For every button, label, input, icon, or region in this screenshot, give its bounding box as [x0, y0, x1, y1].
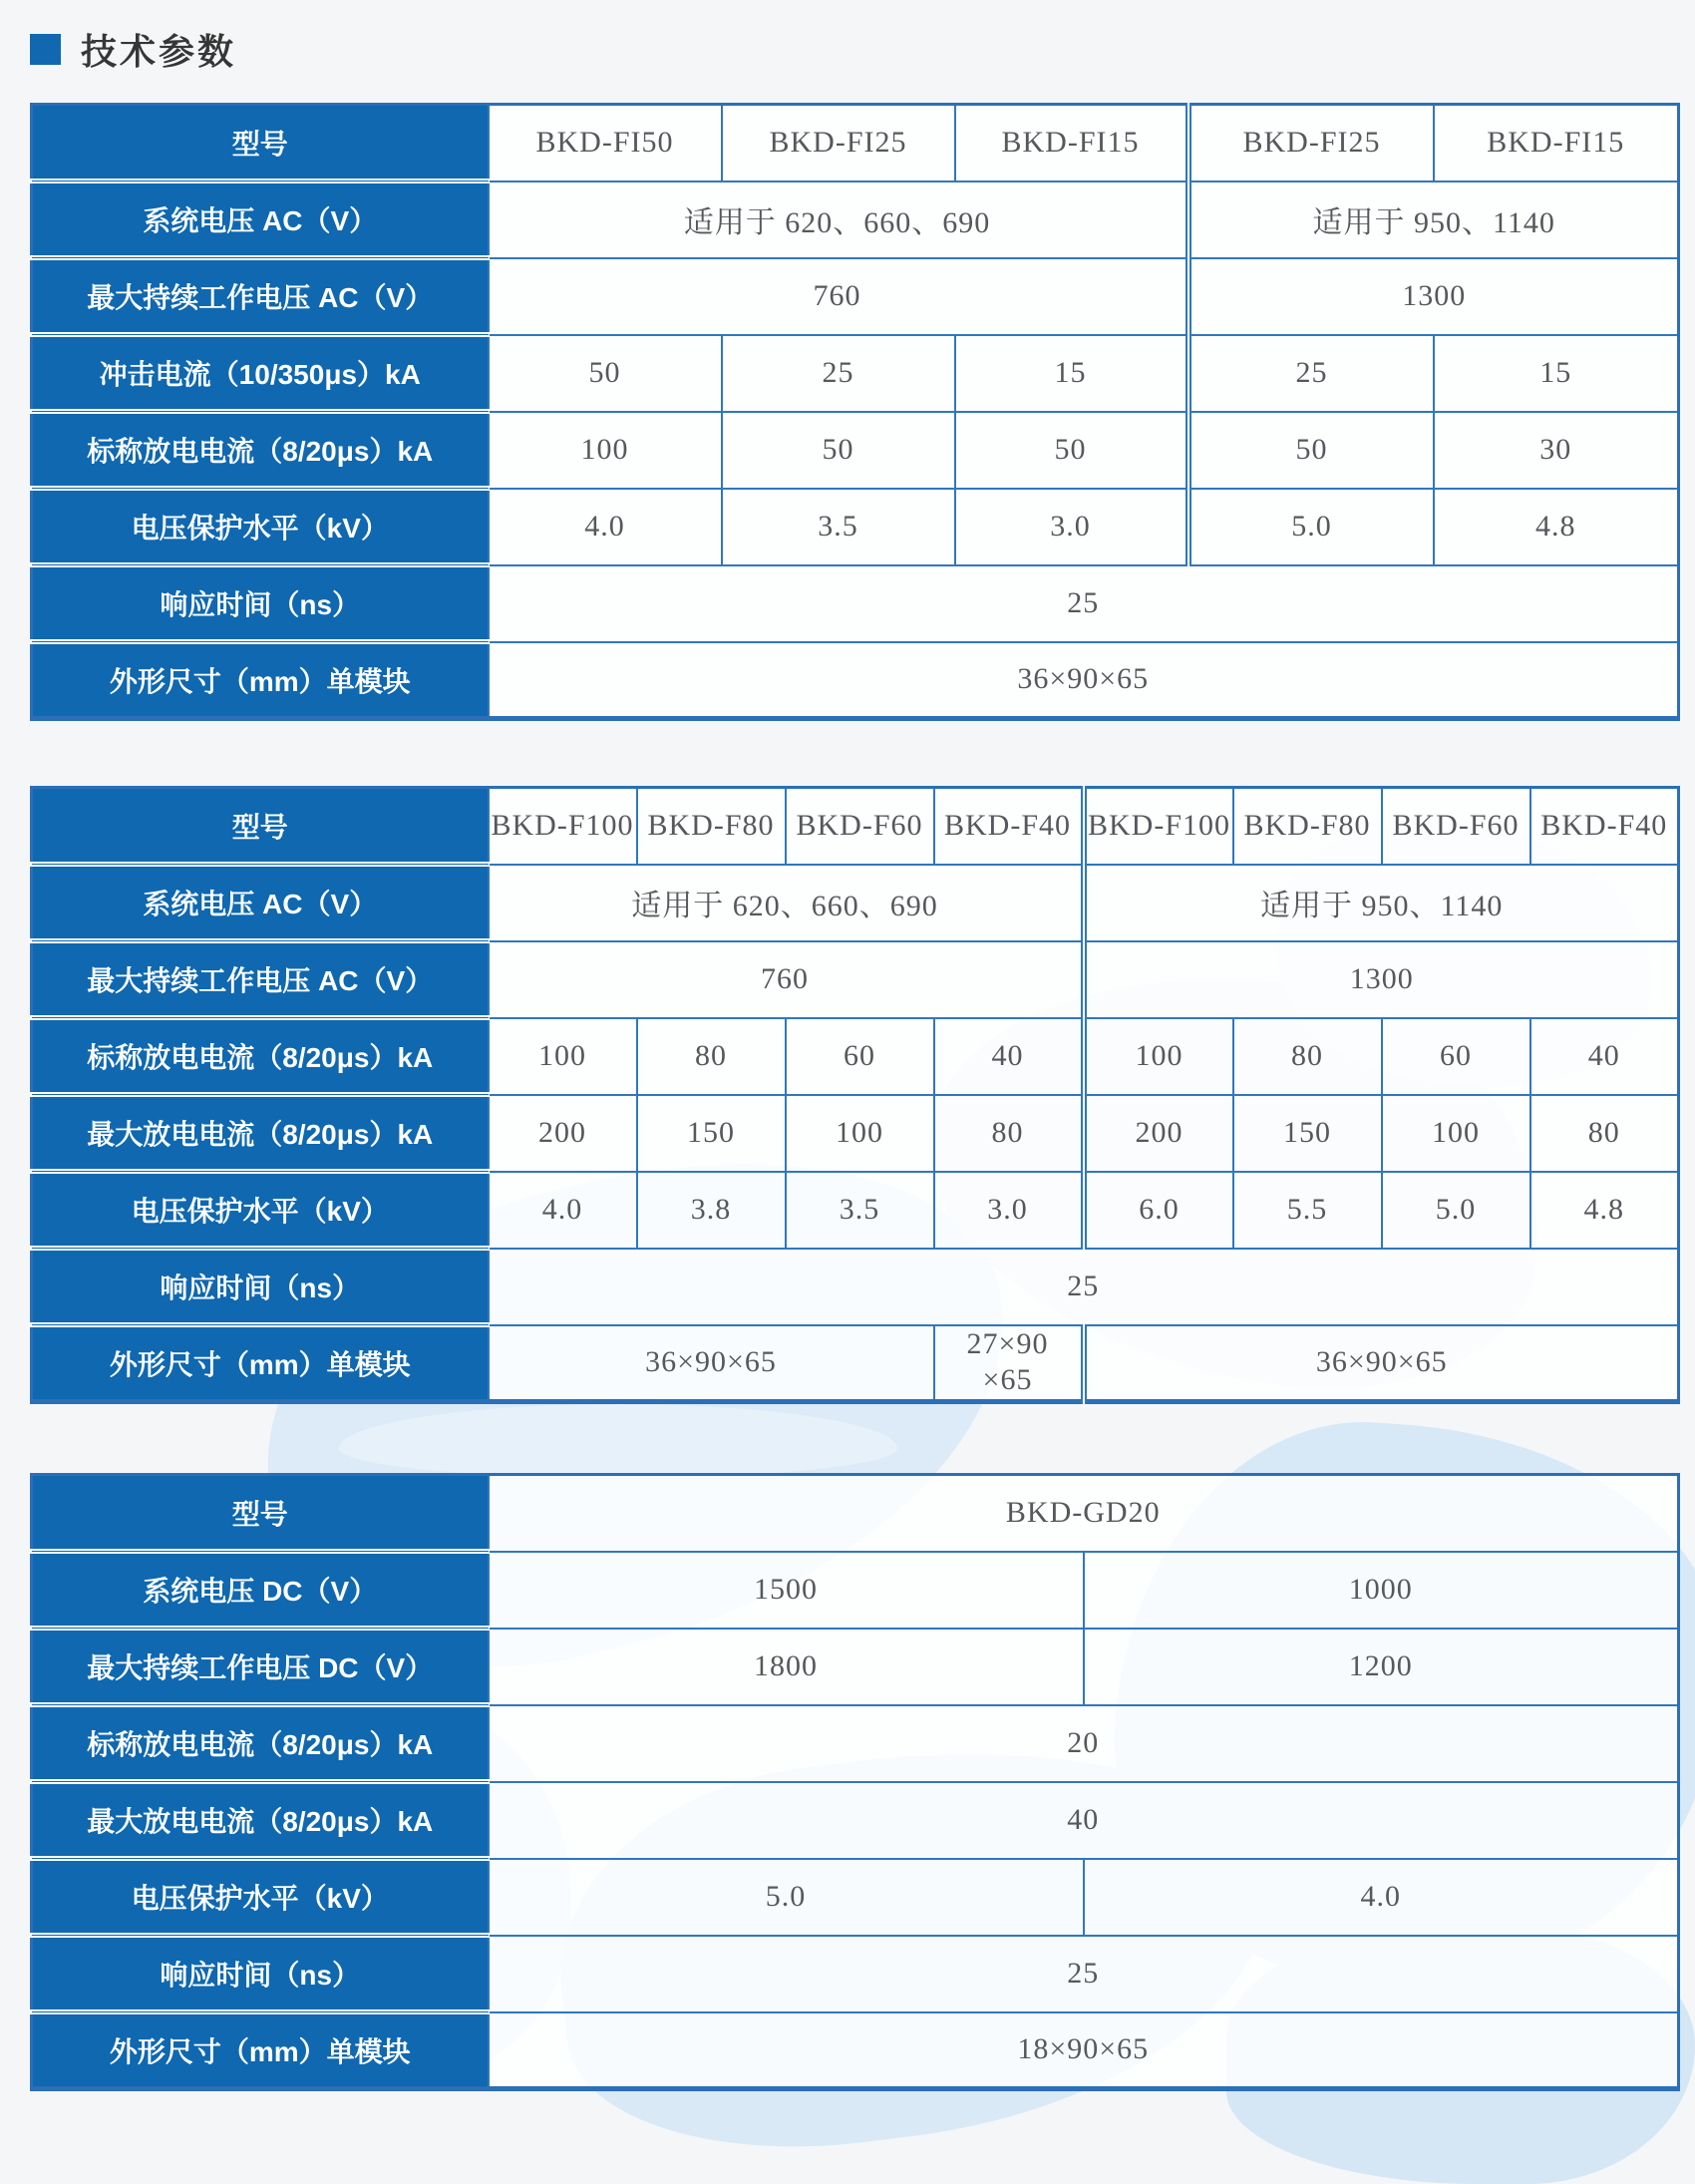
table-row	[32, 565, 1679, 642]
row-label: 外形尺寸（mm）单模块	[32, 642, 489, 719]
value-cell: 适用于 950、1140	[1188, 182, 1679, 258]
row-label: 最大持续工作电压 DC（V）	[32, 1629, 489, 1705]
value-cell: 1800	[489, 1629, 1084, 1705]
spec-table	[30, 103, 1680, 721]
value-cell: 80	[934, 1095, 1084, 1172]
row-label: 标称放电电流（8/20μs）kA	[32, 1018, 489, 1095]
row-label: 响应时间（ns）	[32, 1936, 489, 2012]
page-title: 技术参数	[81, 31, 237, 72]
row-label: 标称放电电流（8/20μs）kA	[32, 1705, 489, 1782]
model-cell: BKD-FI50	[489, 105, 722, 182]
f-series-spec-table	[30, 786, 1677, 1404]
value-cell: 100	[489, 412, 722, 489]
value-cell: 27×90×65	[934, 1325, 1084, 1402]
value-cell: 1200	[1084, 1629, 1679, 1705]
row-label: 电压保护水平（kV）	[32, 1172, 489, 1249]
value-cell: 100	[489, 1018, 637, 1095]
table-row	[32, 1018, 1679, 1095]
row-label: 响应时间（ns）	[32, 1249, 489, 1325]
value-cell: 40	[1530, 1018, 1679, 1095]
row-label: 最大持续工作电压 AC（V）	[32, 941, 489, 1018]
value-cell: 5.0	[1382, 1172, 1530, 1249]
section-header	[30, 24, 236, 75]
value-cell: 40	[489, 1782, 1679, 1859]
value-cell: 80	[637, 1018, 786, 1095]
row-label: 最大放电电流（8/20μs）kA	[32, 1782, 489, 1859]
table-row	[32, 2012, 1679, 2089]
value-cell: 150	[1233, 1095, 1382, 1172]
value-cell: 200	[489, 1095, 637, 1172]
value-cell: 4.8	[1530, 1172, 1679, 1249]
gd-series-spec-table	[30, 1473, 1677, 2091]
fi-series-spec-table	[30, 103, 1677, 721]
value-cell: 100	[1084, 1018, 1233, 1095]
model-cell: BKD-F100	[1084, 788, 1233, 865]
section-marker-icon	[30, 34, 61, 65]
row-label: 外形尺寸（mm）单模块	[32, 1325, 489, 1402]
table-row	[32, 1172, 1679, 1249]
value-cell: 36×90×65	[489, 642, 1679, 719]
value-cell: 3.8	[637, 1172, 786, 1249]
table-row	[32, 1095, 1679, 1172]
table-row	[32, 1475, 1679, 1552]
value-cell: 30	[1434, 412, 1679, 489]
value-cell: 适用于 620、660、690	[489, 865, 1084, 941]
value-cell: 36×90×65	[1084, 1325, 1679, 1402]
value-cell: 3.5	[786, 1172, 934, 1249]
model-cell: BKD-F60	[786, 788, 934, 865]
value-cell: 100	[786, 1095, 934, 1172]
value-cell: 1300	[1188, 258, 1679, 335]
table-row	[32, 489, 1679, 565]
value-cell: 50	[1188, 412, 1434, 489]
value-cell: 4.0	[1084, 1859, 1679, 1936]
value-cell: 80	[1530, 1095, 1679, 1172]
table-row	[32, 105, 1679, 182]
row-label: 最大放电电流（8/20μs）kA	[32, 1095, 489, 1172]
value-cell: 15	[1434, 335, 1679, 412]
spec-table	[30, 786, 1680, 1404]
table-row	[32, 1325, 1679, 1402]
table-row	[32, 1552, 1679, 1629]
value-cell: 60	[1382, 1018, 1530, 1095]
row-label: 系统电压 AC（V）	[32, 865, 489, 941]
value-cell: 4.8	[1434, 489, 1679, 565]
value-cell: 20	[489, 1705, 1679, 1782]
table-row	[32, 941, 1679, 1018]
value-cell: 6.0	[1084, 1172, 1233, 1249]
table-row	[32, 1629, 1679, 1705]
value-cell: 50	[722, 412, 955, 489]
value-cell: 150	[637, 1095, 786, 1172]
row-label: 型号	[32, 105, 489, 182]
value-cell: 3.0	[955, 489, 1188, 565]
value-cell: 1300	[1084, 941, 1679, 1018]
row-label: 最大持续工作电压 AC（V）	[32, 258, 489, 335]
table-row	[32, 1936, 1679, 2012]
value-cell: 40	[934, 1018, 1084, 1095]
value-cell: 25	[1188, 335, 1434, 412]
value-cell: 760	[489, 258, 1188, 335]
value-cell: 15	[955, 335, 1188, 412]
table-row	[32, 865, 1679, 941]
value-cell: 3.5	[722, 489, 955, 565]
table-row	[32, 1782, 1679, 1859]
value-cell: 36×90×65	[489, 1325, 934, 1402]
value-cell: 25	[489, 1936, 1679, 2012]
model-cell: BKD-F40	[934, 788, 1084, 865]
table-row	[32, 258, 1679, 335]
model-cell: BKD-F100	[489, 788, 637, 865]
value-cell: 1000	[1084, 1552, 1679, 1629]
value-cell: 18×90×65	[489, 2012, 1679, 2089]
value-cell: 25	[489, 1249, 1679, 1325]
value-cell: 4.0	[489, 489, 722, 565]
model-cell: BKD-FI25	[1188, 105, 1434, 182]
table-row	[32, 412, 1679, 489]
spec-table	[30, 1473, 1680, 2091]
value-cell: 25	[722, 335, 955, 412]
table-row	[32, 182, 1679, 258]
value-cell: 5.0	[1188, 489, 1434, 565]
value-cell: 适用于 950、1140	[1084, 865, 1679, 941]
row-label: 型号	[32, 1475, 489, 1552]
value-cell: 60	[786, 1018, 934, 1095]
model-cell: BKD-F80	[1233, 788, 1382, 865]
value-cell: 200	[1084, 1095, 1233, 1172]
row-label: 型号	[32, 788, 489, 865]
value-cell: 4.0	[489, 1172, 637, 1249]
model-cell: BKD-GD20	[489, 1475, 1679, 1552]
table-row	[32, 1705, 1679, 1782]
row-label: 响应时间（ns）	[32, 565, 489, 642]
table-row	[32, 642, 1679, 719]
row-label: 系统电压 DC（V）	[32, 1552, 489, 1629]
table-row	[32, 1859, 1679, 1936]
model-cell: BKD-FI15	[955, 105, 1188, 182]
table-row	[32, 1249, 1679, 1325]
value-cell: 5.0	[489, 1859, 1084, 1936]
value-cell: 5.5	[1233, 1172, 1382, 1249]
table-row	[32, 335, 1679, 412]
model-cell: BKD-F60	[1382, 788, 1530, 865]
model-cell: BKD-F40	[1530, 788, 1679, 865]
row-label: 电压保护水平（kV）	[32, 1859, 489, 1936]
model-cell: BKD-F80	[637, 788, 786, 865]
value-cell: 50	[955, 412, 1188, 489]
model-cell: BKD-FI15	[1434, 105, 1679, 182]
row-label: 电压保护水平（kV）	[32, 489, 489, 565]
row-label: 系统电压 AC（V）	[32, 182, 489, 258]
value-cell: 适用于 620、660、690	[489, 182, 1188, 258]
model-cell: BKD-FI25	[722, 105, 955, 182]
table-row	[32, 788, 1679, 865]
value-cell: 80	[1233, 1018, 1382, 1095]
row-label: 外形尺寸（mm）单模块	[32, 2012, 489, 2089]
value-cell: 50	[489, 335, 722, 412]
value-cell: 3.0	[934, 1172, 1084, 1249]
value-cell: 100	[1382, 1095, 1530, 1172]
row-label: 冲击电流（10/350μs）kA	[32, 335, 489, 412]
value-cell: 1500	[489, 1552, 1084, 1629]
value-cell: 760	[489, 941, 1084, 1018]
row-label: 标称放电电流（8/20μs）kA	[32, 412, 489, 489]
value-cell: 25	[489, 565, 1679, 642]
